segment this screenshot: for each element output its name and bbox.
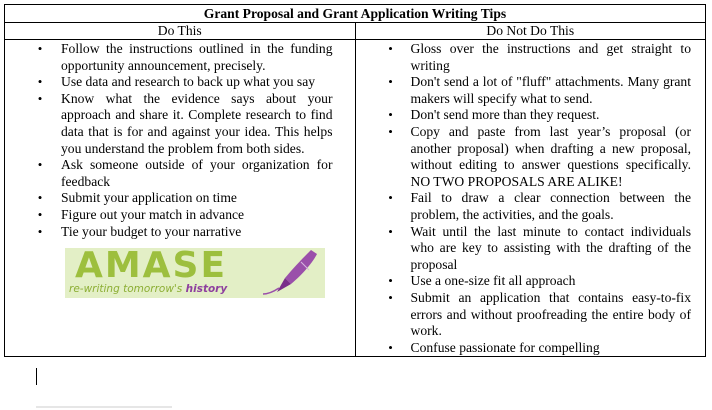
list-item [5,207,355,224]
list-item-text: Use data and research to back up what you say [61,74,316,90]
bullet-icon: • [37,90,43,106]
list-item [356,340,706,357]
do-this-list [5,41,355,240]
fountain-pen-icon [261,248,321,298]
logo-area [5,246,355,306]
table-title: Grant Proposal and Grant Application Writing Tips [5,5,706,23]
bullet-icon: • [388,107,393,123]
logo-tagline-start: re-writing tomorrow's [69,283,186,296]
logo-word: AMASE [75,245,228,287]
list-item [5,41,355,74]
list-item-text: Fail to draw a clear connection between the problem, the activities, and the goals. [410,190,691,222]
list-item [356,190,706,223]
bullet-icon: • [37,41,43,56]
list-item-text: Don't send a lot of "fluff" attachments. Many grant makers will specify what to send. [410,74,691,106]
list-item-text: Don't send more than they request. [410,107,600,123]
bullet-icon: • [37,157,43,173]
text-cursor [36,368,37,385]
bullet-icon: • [388,74,393,90]
bullet-icon: • [37,223,43,239]
faint-divider [36,406,172,408]
bullet-icon: • [388,190,393,206]
list-item-text: Gloss over the instructions and get straight to writing [410,41,691,73]
list-item [356,224,706,274]
bullet-icon: • [388,41,393,56]
list-item [356,107,706,124]
bullet-icon: • [388,223,393,239]
list-item-text: Submit an application that contains easy-to-fix errors and without proofreading the entire body of work. [410,289,691,339]
logo-tagline-highlight: history [185,283,228,296]
do-this-header: Do This [5,23,356,40]
list-item-text: Submit your application on time [61,190,237,206]
list-item-text: Copy and paste from last year’s proposal (or another proposal) when drafting a new proposal, without editing to answer questions specifically. NO TWO PROPOSALS ARE ALIKE! [410,123,691,189]
list-item-text: Know what the evidence says about your approach and share it. Complete research to find data that is for and against your idea. This helps you understand the problem from both sides. [61,90,333,156]
list-item [356,290,706,340]
list-item-text: Figure out your match in advance [61,206,245,222]
list-item [5,190,355,207]
do-this-cell [5,40,356,357]
list-item [356,74,706,107]
list-item-text: Confuse passionate for compelling [410,339,600,355]
list-item [5,157,355,190]
do-not-do-this-cell [355,40,706,357]
bullet-icon: • [37,190,43,206]
logo-tagline [69,281,227,298]
bullet-icon: • [37,206,43,222]
bullet-icon: • [388,273,393,289]
list-item [5,91,355,157]
list-item [356,124,706,190]
list-item [356,41,706,74]
list-item-text: Wait until the last minute to contact individuals who are key to assisting with the drafting of the proposal [410,223,691,272]
bullet-icon: • [388,123,393,139]
list-item-text: Tie your budget to your narrative [61,223,242,239]
list-item-text: Use a one-size fit all approach [410,273,576,289]
bullet-icon: • [388,339,393,355]
bullet-icon: • [388,289,393,305]
amase-logo [65,245,325,298]
tips-table [4,4,706,357]
bullet-icon: • [37,74,43,90]
list-item-text: Ask someone outside of your organization for feedback [61,157,333,189]
do-not-do-this-header: Do Not Do This [355,23,706,40]
list-item [356,273,706,290]
do-not-do-this-list [356,41,706,356]
list-item-text: Follow the instructions outlined in the funding opportunity announcement, precisely. [61,41,333,73]
list-item [5,224,355,241]
list-item [5,74,355,91]
